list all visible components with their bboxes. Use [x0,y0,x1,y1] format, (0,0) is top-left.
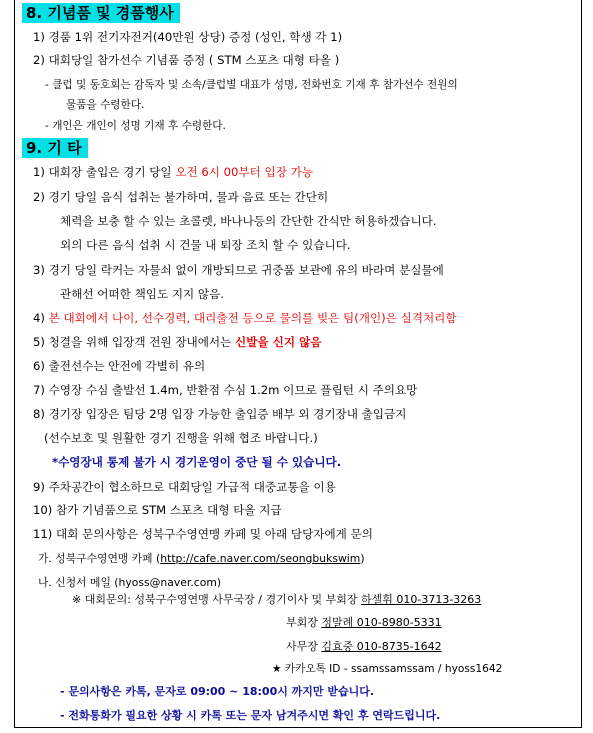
sec9-item-9: 9) 주차공간이 협소하므로 대회당일 가급적 대중교통을 이용 [33,480,336,494]
sec9-item-8-line-2: (선수보호 및 원활한 경기 진행을 위해 협조 바랍니다.) [44,431,318,445]
section-8-heading: 8. 기념품 및 경품행사 [22,3,180,23]
cafe-close: ) [360,552,365,565]
sec9-item-8-line-1: 8) 경기장 입장은 팀당 2명 입장 가능한 출입증 배부 외 경기장내 출입금지 [33,407,407,421]
sec9-item-2-line-1: 2) 경기 당일 음식 섭취는 불가하며, 물과 음료 또는 간단히 [33,190,329,204]
sec9-item-1 [33,165,313,180]
sec9-item-8-warning: *수영장내 통제 불가 시 경기운영이 중단 될 수 있습니다. [52,455,342,469]
contact-3-name-phone: 김효중 010-8735-1642 [321,640,442,653]
sec8-note-club: - 클럽 및 동호회는 감독자 및 소속/클럽별 대표가 성명, 전화번호 기재 후 참가선수 전원의 [45,79,458,91]
contact-line-1 [72,592,481,607]
notice-callback: - 전화통화가 필요한 상황 시 카톡 또는 문자 남겨주시면 확인 후 연락드립니다. [60,709,441,722]
sec9-item-2-line-2: 체력을 보충 할 수 있는 초콜렛, 바나나등의 간단한 간식만 허용하겠습니다. [60,214,437,228]
sec8-note-individual: - 개인은 개인이 성명 기재 후 수령한다. [45,120,226,132]
cafe-link[interactable]: http://cafe.naver.com/seongbukswim [160,552,361,565]
contact-1-role: ※ 대회문의: 성북구수영연맹 사무국장 / 경기이사 및 부회장 [72,593,361,606]
cafe-line [38,551,365,566]
contact-line-2 [286,615,442,630]
mail-label: 나. 신청서 메일 ( [38,576,119,589]
sec9-item-1-time: 오전 6시 00부터 입장 가능 [175,165,313,179]
cafe-label: 가. 성북구수영연맹 카페 ( [38,552,161,565]
sec9-item-4 [33,311,457,326]
sec9-item-4-text: 본 대회에서 나이, 선수경력, 대리출전 등으로 물의를 빚은 팀(개인)은 실격처리함 [48,311,457,325]
sec8-item-2: 2) 대회당일 참가선수 기념품 증정 ( STM 스포츠 대형 타올 ) [33,53,340,67]
mail-line [38,575,221,590]
sec9-item-1-text: 1) 대회장 출입은 경기 당일 [33,165,176,179]
contact-2-role: 부회장 [286,616,322,629]
sec8-note-club-cont: 물품을 수령한다. [66,99,145,111]
sec8-item-1: 1) 경품 1위 전기자전거(40만원 상당) 증정 (성인, 학생 각 1) [33,30,343,44]
sec9-item-5-text: 5) 청결을 위해 입장객 전원 장내에서는 [33,335,236,349]
sec9-item-11: 11) 대회 문의사항은 성북구수영연맹 카페 및 아래 담당자에게 문의 [33,527,373,541]
contact-1-name-phone: 하셀휘 010-3713-3263 [361,593,482,606]
sec9-item-5 [33,335,322,350]
kakao-id-line: ★ 카카오톡 ID - ssamssamssam / hyoss1642 [272,663,503,675]
sec9-item-6: 6) 출전선수는 안전에 각별히 유의 [33,359,206,373]
sec9-item-2-line-3: 외의 다른 음식 섭취 시 건물 내 퇴장 조치 할 수 있습니다. [60,238,351,252]
sec9-item-5-emph: 신발을 신지 않음 [235,335,322,349]
contact-3-role: 사무장 [286,640,322,653]
mail-link[interactable]: hyoss@naver.com [118,576,217,589]
section-9-heading: 9. 기 타 [22,138,88,158]
mail-close: ) [216,576,222,589]
sec9-item-4-num: 4) [33,311,49,325]
sec9-item-3-line-1: 3) 경기 당일 락커는 자물쇠 없이 개방되므로 귀중품 보관에 유의 바라며 분실물에 [33,263,444,277]
sec9-item-3-line-2: 관해선 어떠한 책임도 지지 않음. [60,287,225,301]
notice-hours: - 문의사항은 카톡, 문자로 09:00 ~ 18:00시 까지만 받습니다. [60,685,375,698]
contact-2-name-phone: 정말례 010-8980-5331 [321,616,442,629]
contact-line-3 [286,639,442,654]
sec9-item-7: 7) 수영장 수심 출발선 1.4m, 반환점 수심 1.2m 이므로 플립턴 시 주의요망 [33,383,418,397]
sec9-item-10: 10) 참가 기념품으로 STM 스포츠 대형 타올 지급 [33,503,282,517]
